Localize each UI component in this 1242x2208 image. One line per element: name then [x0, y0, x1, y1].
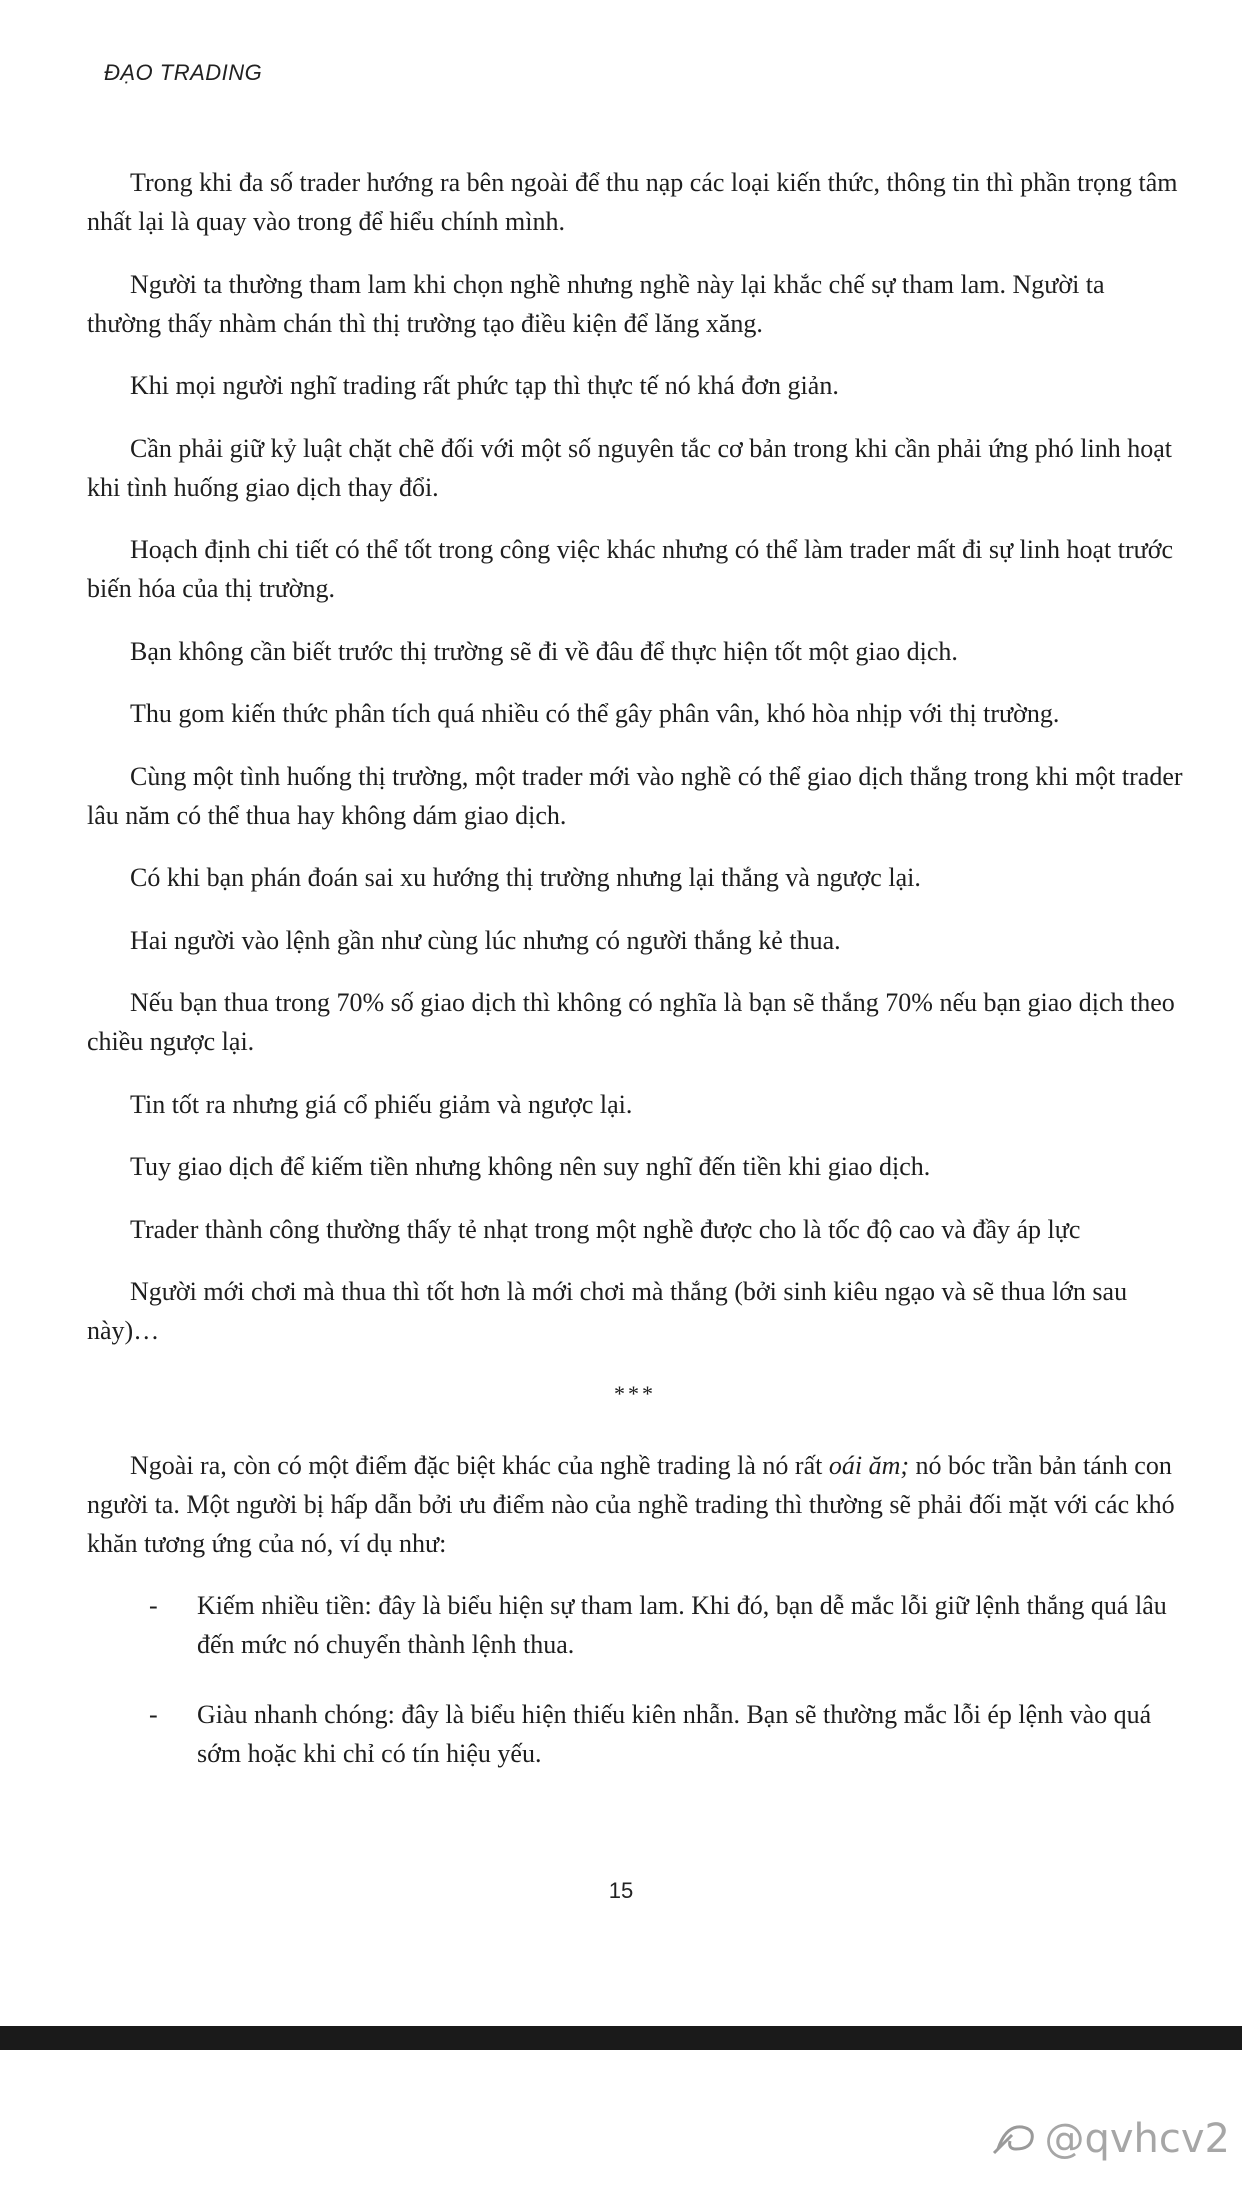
- paragraph: Tuy giao dịch để kiếm tiền nhưng không nên suy nghĩ đến tiền khi giao dịch.: [130, 1152, 931, 1181]
- watermark-handle: @qvhcv2: [1044, 2116, 1230, 2162]
- page-header-title: ĐẠO TRADING: [104, 60, 263, 85]
- bullet-text: Giàu nhanh chóng: đây là biểu hiện thiếu kiên nhẫn. Bạn sẽ thường mắc lỗi ép lệnh vào quá sớm hoặc khi chỉ có tín hiệu yếu.: [197, 1700, 1152, 1768]
- paragraph: Người mới chơi mà thua thì tốt hơn là mới chơi mà thắng (bởi sinh kiêu ngạo và sẽ thua lớn sau này)…: [87, 1277, 1128, 1345]
- paragraph: Cần phải giữ kỷ luật chặt chẽ đối với một số nguyên tắc cơ bản trong khi cần phải ứng phó linh hoạt khi tình huống giao dịch thay đổi.: [87, 433, 1173, 502]
- bullet-dash: -: [149, 1700, 158, 1729]
- closing-paragraph: [87, 1446, 1183, 1563]
- paragraph: Hai người vào lệnh gần như cùng lúc nhưng có người thắng kẻ thua.: [130, 925, 841, 955]
- paragraph: Người ta thường tham lam khi chọn nghề nhưng nghề này lại khắc chế sự tham lam. Người ta thường thấy nhàm chán thì thị trường tạo điều kiện để lăng xăng.: [87, 269, 1105, 338]
- section-separator: ***: [614, 1380, 656, 1406]
- body-text: [87, 163, 1183, 1804]
- paragraph: Trong khi đa số trader hướng ra bên ngoài để thu nạp các loại kiến thức, thông tin thì phần trọng tâm nhất lại là quay vào trong để hiểu chính mình.: [87, 168, 1178, 236]
- paragraph: Cùng một tình huống thị trường, một trader mới vào nghề có thể giao dịch thắng trong khi một trader lâu năm có thể thua hay không dám giao dịch.: [87, 761, 1183, 830]
- closing-text-before: Ngoài ra, còn có một điểm đặc biệt khác của nghề trading là nó rất: [130, 1450, 829, 1480]
- paragraph: Hoạch định chi tiết có thể tốt trong công việc khác nhưng có thể làm trader mất đi sự linh hoạt trước biến hóa của thị trường.: [87, 535, 1174, 603]
- page-number: 15: [608, 1878, 634, 1903]
- closing-text-after: nó bóc trần bản tánh con người ta. Một người bị hấp dẫn bởi ưu điểm nào của nghề trading thì thường sẽ phải đối mặt với các khó khăn tương ứng của nó, ví dụ như:: [87, 1450, 1175, 1558]
- watermark: [992, 2116, 1230, 2162]
- bullet-item: [87, 1586, 1183, 1664]
- paragraph: Có khi bạn phán đoán sai xu hướng thị trường nhưng lại thắng và ngược lại.: [130, 863, 921, 892]
- paragraph: Khi mọi người nghĩ trading rất phức tạp thì thực tế nó khá đơn giản.: [130, 371, 839, 400]
- bottom-divider-bar: [0, 2026, 1242, 2050]
- bullet-text: Kiếm nhiều tiền: đây là biểu hiện sự tham lam. Khi đó, bạn dễ mắc lỗi giữ lệnh thắng quá lâu đến mức nó chuyển thành lệnh thua.: [197, 1591, 1167, 1659]
- brand-logo-icon: [992, 2119, 1040, 2159]
- bullet-item: [87, 1695, 1183, 1773]
- paragraph: Thu gom kiến thức phân tích quá nhiều có thể gây phân vân, khó hòa nhịp với thị trường.: [130, 699, 1060, 728]
- bullet-dash: -: [149, 1591, 158, 1620]
- closing-text-italic: oái ăm;: [828, 1450, 910, 1480]
- paragraph: Bạn không cần biết trước thị trường sẽ đi về đâu để thực hiện tốt một giao dịch.: [130, 636, 958, 666]
- paragraph: Tin tốt ra nhưng giá cổ phiếu giảm và ngược lại.: [130, 1089, 633, 1119]
- paragraph: Nếu bạn thua trong 70% số giao dịch thì không có nghĩa là bạn sẽ thắng 70% nếu bạn giao dịch theo chiều ngược lại.: [87, 988, 1175, 1056]
- paragraph: Trader thành công thường thấy tẻ nhạt trong một nghề được cho là tốc độ cao và đầy áp lực: [130, 1214, 1081, 1244]
